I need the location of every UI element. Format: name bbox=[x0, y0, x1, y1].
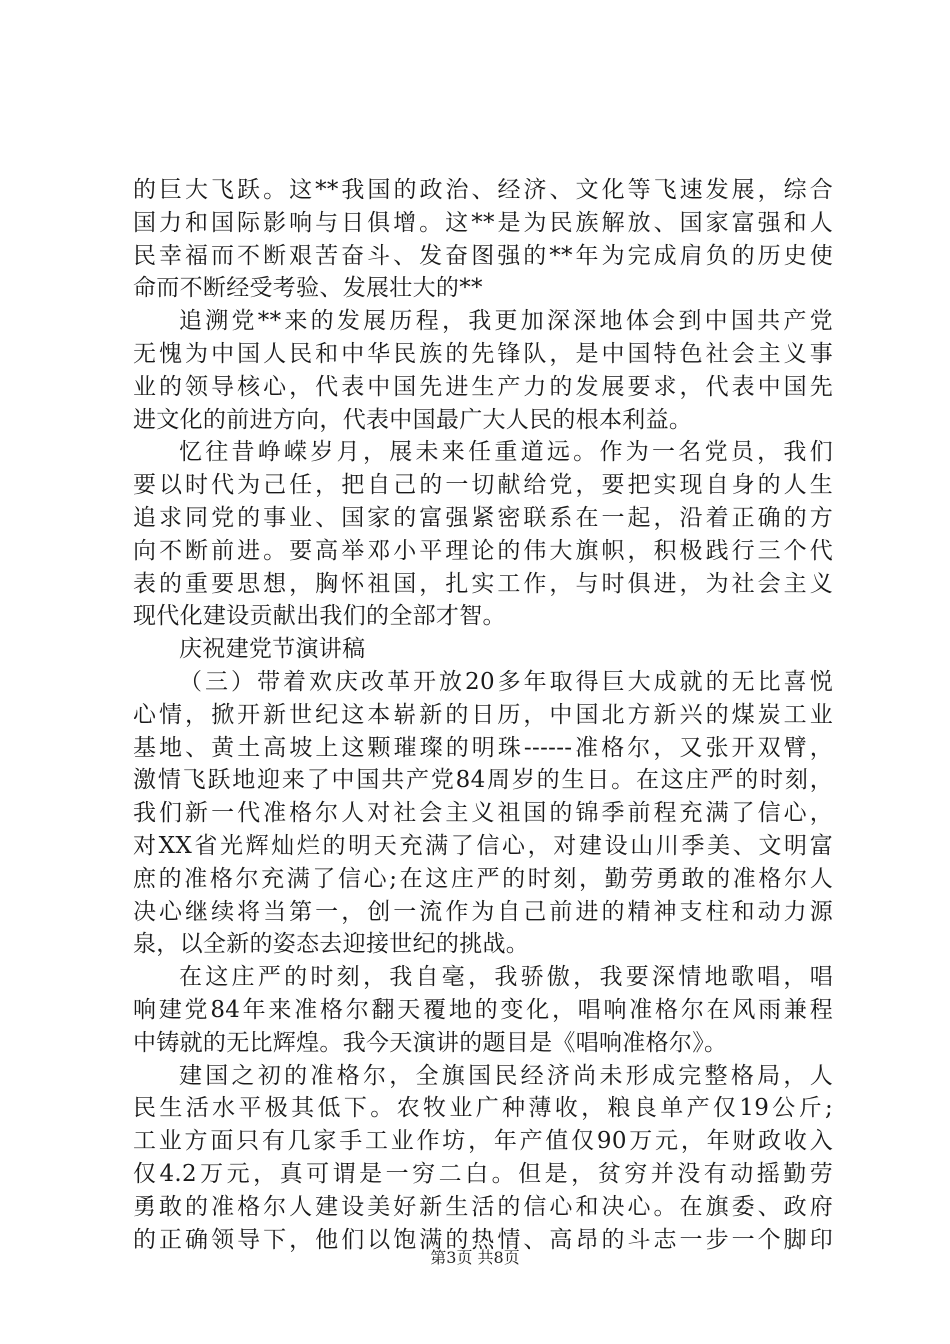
text-line: 工业方面只有几家手工业作坊，年产值仅90万元，年财政收入 bbox=[133, 1128, 833, 1155]
text-line: 勇敢的准格尔人建设美好新生活的信心和决心。在旗委、政府 bbox=[133, 1193, 833, 1220]
text-line: 民生活水平极其低下。农牧业广种薄收，粮良单产仅19公斤; bbox=[133, 1095, 833, 1122]
text-line: 追溯党**来的发展历程，我更加深深地体会到中国共产党 bbox=[179, 308, 833, 335]
text-line: 决心继续将当第一，创一流作为自己前进的精神支柱和动力源 bbox=[133, 898, 833, 925]
text-line: 我们新一代准格尔人对社会主义祖国的锦季前程充满了信心， bbox=[133, 800, 833, 827]
text-line: 基地、黄土高坡上这颗璀璨的明珠------准格尔，又张开双臂， bbox=[133, 734, 833, 761]
text-line: 命而不断经受考验、发展壮大的** bbox=[133, 275, 483, 302]
text-line: 激情飞跃地迎来了中国共产党84周岁的生日。在这庄严的时刻， bbox=[133, 767, 833, 794]
text-line: 庆祝建党节演讲稿 bbox=[179, 636, 366, 663]
text-line: 建国之初的准格尔，全旗国民经济尚未形成完整格局，人 bbox=[179, 1062, 833, 1089]
text-line: 仅4.2万元，真可谓是一穷二白。但是，贫穷并没有动摇勤劳 bbox=[133, 1160, 833, 1187]
text-line: 要以时代为己任，把自己的一切献给党，要把实现自身的人生 bbox=[133, 472, 833, 499]
text-line: 民幸福而不断艰苦奋斗、发奋图强的**年为完成肩负的历史使 bbox=[133, 242, 833, 269]
text-line: 追求同党的事业、国家的富强紧密联系在一起，沿着正确的方 bbox=[133, 504, 833, 531]
text-line: 对XX省光辉灿烂的明天充满了信心，对建设山川季美、文明富 bbox=[133, 832, 833, 859]
text-line: 进文化的前进方向，代表中国最广大人民的根本利益。 bbox=[133, 406, 693, 433]
text-line: 响建党84年来准格尔翻天覆地的变化，唱响准格尔在风雨兼程 bbox=[133, 996, 833, 1023]
text-line: 向不断前进。要高举邓小平理论的伟大旗帜，积极践行三个代 bbox=[133, 537, 833, 564]
text-line: 在这庄严的时刻，我自毫，我骄傲，我要深情地歌唱，唱 bbox=[179, 964, 833, 991]
text-line: 现代化建设贡献出我们的全部才智。 bbox=[133, 603, 506, 630]
page-footer: 第3页 共8页 bbox=[430, 1248, 520, 1267]
text-line: 中铸就的无比辉煌。我今天演讲的题目是《唱响准格尔》。 bbox=[133, 1029, 728, 1056]
text-line: 的正确领导下，他们以饱满的热情、高昂的斗志一步一个脚印 bbox=[133, 1226, 833, 1253]
text-line: 泉，以全新的姿态去迎接世纪的挑战。 bbox=[133, 931, 530, 958]
text-line: 无愧为中国人民和中华民族的先锋队，是中国特色社会主义事 bbox=[133, 340, 833, 367]
text-line: 表的重要思想，胸怀祖国，扎实工作，与时俱进，为社会主义 bbox=[133, 570, 833, 597]
document-body bbox=[133, 174, 833, 1256]
text-line: 心情，掀开新世纪这本崭新的日历，中国北方新兴的煤炭工业 bbox=[133, 701, 833, 728]
text-line: 忆往昔峥嵘岁月，展未来任重道远。作为一名党员，我们 bbox=[179, 439, 833, 466]
text-line: 的巨大飞跃。这**我国的政治、经济、文化等飞速发展，综合 bbox=[133, 177, 833, 203]
text-line: 业的领导核心，代表中国先进生产力的发展要求，代表中国先 bbox=[133, 373, 833, 400]
text-line: （三）带着欢庆改革开放20多年取得巨大成就的无比喜悦 bbox=[179, 668, 833, 695]
text-line: 庶的准格尔充满了信心;在这庄严的时刻，勤劳勇敢的准格尔人 bbox=[133, 865, 833, 892]
text-line: 国力和国际影响与日俱增。这**是为民族解放、国家富强和人 bbox=[133, 209, 833, 236]
